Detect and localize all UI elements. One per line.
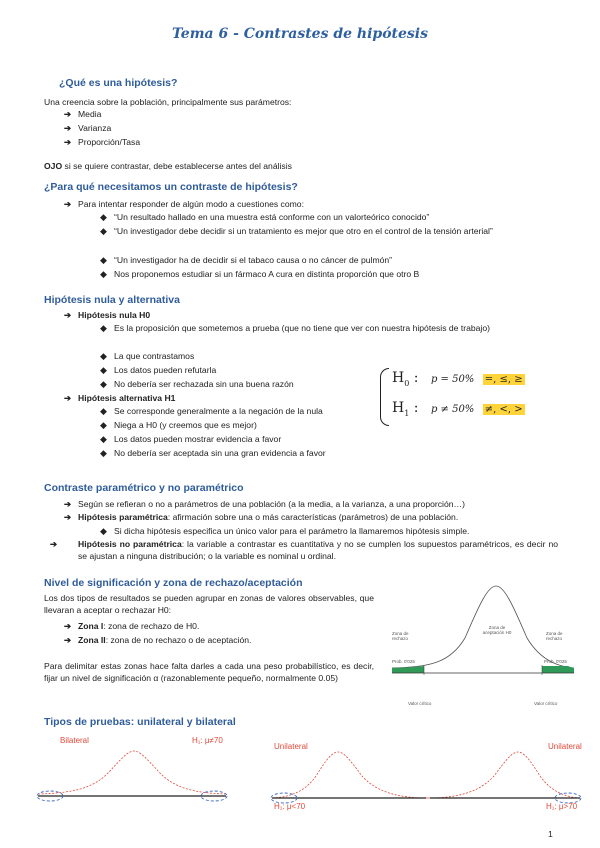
- section-heading-what-is: ¿Qué es una hipótesis?: [59, 77, 178, 89]
- right-rejection-area: [542, 666, 574, 673]
- list-item: ➔ Proporción/Tasa: [64, 137, 141, 147]
- diamond-bullet-icon: ◆: [100, 448, 107, 458]
- h0-formula: $H_0$ : p = 50% =, ≤, ≥: [392, 370, 523, 388]
- normal-distribution-figure: [390, 583, 576, 715]
- h1-label: ➔ Hipótesis alternativa H1: [64, 393, 176, 403]
- arrow-icon: ➔: [50, 539, 58, 549]
- arrow-icon: ➔: [64, 393, 72, 403]
- diamond-bullet-icon: ◆: [100, 226, 107, 236]
- center-zone-label: Zona de aceptación H0: [482, 625, 512, 635]
- right-critical-label: Valor crítico: [534, 701, 558, 706]
- bilateral-figure: [34, 732, 230, 812]
- unilateral-right-hypothesis: H₁: μ>70: [546, 802, 578, 811]
- list-item: ◆ Es la proposición que sometemos a prueba (que no tiene que ver con nuestra hipótesis de trabajo): [100, 323, 490, 333]
- left-prob-label: Prob. 0'025: [392, 659, 415, 664]
- page-number: 1: [548, 829, 553, 839]
- diamond-bullet-icon: ◆: [100, 379, 107, 389]
- diamond-bullet-icon: ◆: [100, 526, 107, 536]
- arrow-icon: ➔: [64, 109, 72, 119]
- arrow-icon: ➔: [64, 123, 72, 133]
- unilateral-left-label: Unilateral: [274, 742, 308, 751]
- diamond-bullet-icon: ◆: [100, 434, 107, 444]
- list-item: ◆ No debería ser rechazada sin una buena razón: [100, 379, 294, 389]
- list-item: ◆ Si dicha hipótesis especifica un único valor para el parámetro la llamaremos hipótesis simple.: [100, 526, 470, 536]
- unilateral-right-curve: [428, 752, 580, 798]
- list-item: ➔ Según se refieran o no a parámetros de una población (a la media, a la varianza, a una proporción…): [64, 499, 465, 509]
- bilateral-curve: [38, 751, 226, 794]
- diamond-bullet-icon: ◆: [100, 269, 107, 279]
- section-heading-significance: Nivel de significación y zona de rechazo/aceptación: [44, 577, 303, 589]
- diamond-bullet-icon: ◆: [100, 351, 107, 361]
- list-item: ➔ Hipótesis no paramétrica: la variable a contrastar es cuantitativa y no se cumplen los supuestos paramétricos, es decir no se ajustan a ninguna distribución; o la variable es nominal u ordinal.: [50, 539, 559, 561]
- list-item: ◆ Niega a H0 (y creemos que es mejor): [100, 420, 257, 430]
- arrow-icon: ➔: [64, 635, 72, 645]
- list-item: ➔ Media: [64, 109, 102, 119]
- list-item: ◆ Los datos pueden refutarla: [100, 365, 217, 375]
- list-item: ◆ Los datos pueden mostrar evidencia a favor: [100, 434, 282, 444]
- unilateral-left-curve: [272, 752, 428, 798]
- diamond-bullet-icon: ◆: [100, 365, 107, 375]
- s1-intro: Una creencia sobre la población, principalmente sus parámetros:: [44, 97, 292, 107]
- list-item: ◆ Se corresponde generalmente a la negación de la nula: [100, 406, 323, 416]
- h0-ops-highlight: =, ≤, ≥: [484, 374, 523, 385]
- list-item: ➔ Hipótesis paramétrica: afirmación sobre una o más características (parámetros) de una población.: [64, 512, 459, 522]
- section-heading-null-alt: Hipótesis nula y alternativa: [44, 294, 180, 306]
- list-item: ◆ “Un resultado hallado en una muestra está conforme con un valorteórico conocido”: [100, 212, 430, 222]
- diamond-bullet-icon: ◆: [100, 420, 107, 430]
- brace: [380, 368, 389, 426]
- ojo-note: OJO si se quiere contrastar, debe establecerse antes del análisis: [44, 161, 292, 171]
- list-item: ➔ Zona I: zona de rechazo de H0.: [64, 621, 200, 631]
- section-heading-parametric: Contraste paramétrico y no paramétrico: [44, 482, 244, 494]
- left-zone-label: Zona de rechazo: [392, 631, 409, 641]
- section-heading-why: ¿Para qué necesitamos un contraste de hipótesis?: [44, 181, 298, 193]
- arrow-icon: ➔: [64, 310, 72, 320]
- h0-label: ➔ Hipótesis nula H0: [64, 310, 151, 320]
- unilateral-figure: [268, 732, 584, 816]
- left-critical-label: Valor crítico: [408, 701, 432, 706]
- right-zone-label: Zona de rechazo: [546, 631, 563, 641]
- diamond-bullet-icon: ◆: [100, 212, 107, 222]
- page-title: Tema 6 - Contrastes de hipótesis: [171, 26, 428, 42]
- s5-para: Para delimitar estas zonas hace falta darles a cada una peso probabilístico, es decir, fijar un nivel de significación α (razonablemente pequeño, normalmente 0.05): [44, 661, 374, 683]
- list-item: ◆ No debería ser aceptada sin una gran evidencia a favor: [100, 448, 326, 458]
- bilateral-hypothesis: H₁: μ≠70: [192, 736, 223, 745]
- h1-ops-highlight: ≠, <, >: [484, 404, 523, 415]
- arrow-icon: ➔: [64, 499, 72, 509]
- arrow-icon: ➔: [64, 512, 72, 522]
- right-prob-label: Prob. 0'025: [544, 659, 567, 664]
- list-item: ➔ Zona II: zona de no rechazo o de aceptación.: [64, 635, 252, 645]
- list-item: ◆ Nos proponemos estudiar si un fármaco A cura en distinta proporción que otro B: [100, 269, 420, 279]
- arrow-icon: ➔: [64, 199, 72, 209]
- unilateral-svg: [268, 732, 584, 816]
- arrow-icon: ➔: [64, 137, 72, 147]
- diamond-bullet-icon: ◆: [100, 323, 107, 333]
- bell-curve-svg: [390, 583, 576, 715]
- section-heading-test-types: Tipos de pruebas: unilateral y bilateral: [44, 716, 236, 728]
- diamond-bullet-icon: ◆: [100, 406, 107, 416]
- hypothesis-formula: [380, 366, 560, 428]
- list-item: ➔ Varianza: [64, 123, 112, 133]
- unilateral-left-hypothesis: H₁: μ<70: [274, 802, 306, 811]
- h1-formula: $H_1$ : p ≠ 50% ≠, <, >: [392, 400, 523, 418]
- list-item: ◆ “Un investigador ha de decidir si el tabaco causa o no cáncer de pulmón”: [100, 255, 393, 265]
- list-item: ➔ Para intentar responder de algún modo a cuestiones como:: [64, 199, 304, 209]
- s5-intro: Los dos tipos de resultados se pueden agrupar en zonas de valores observables, que llevaran a aceptar o rechazar H0:: [44, 593, 374, 615]
- diamond-bullet-icon: ◆: [100, 255, 107, 265]
- arrow-icon: ➔: [64, 621, 72, 631]
- list-item: ◆ La que contrastamos: [100, 351, 195, 361]
- unilateral-right-label: Unilateral: [548, 742, 582, 751]
- bilateral-label: Bilateral: [60, 736, 89, 745]
- list-item: ◆ “Un investigador debe decidir si un tratamiento es mejor que otro en el control de la tensión arterial”: [100, 226, 493, 236]
